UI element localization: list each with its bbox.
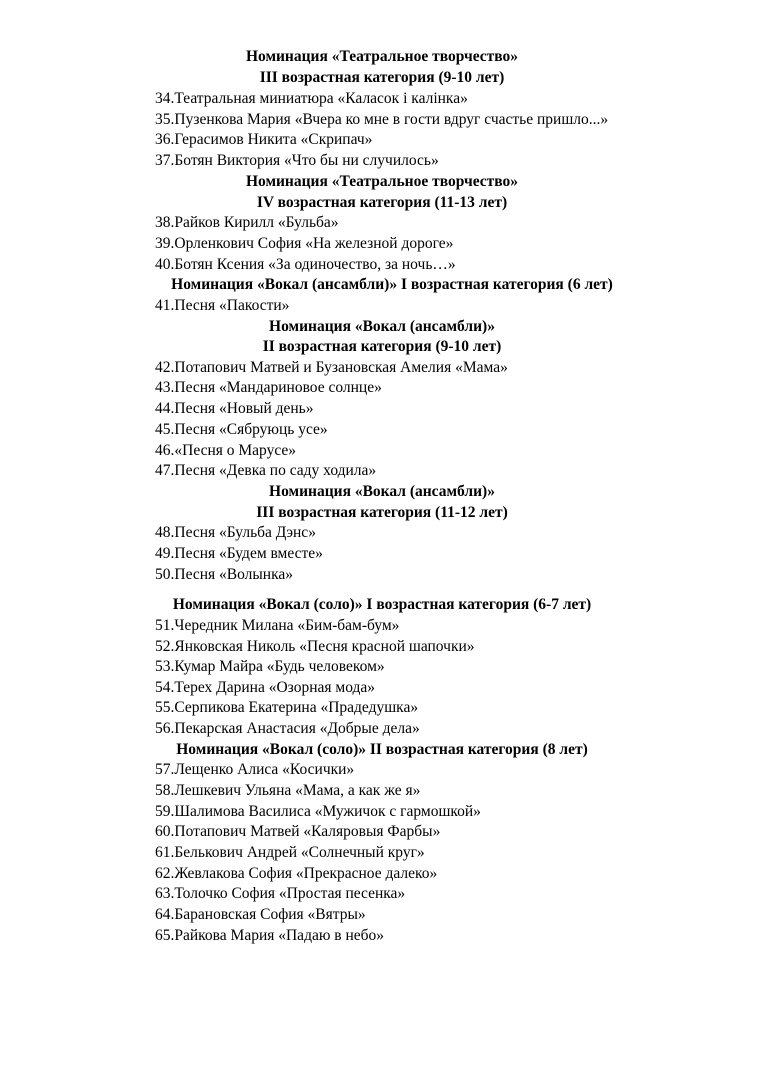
list-item: 35.Пузенкова Мария «Вчера ко мне в гости вдруг счастье пришло...» (155, 111, 609, 128)
section-heading: Номинация «Театральное творчество» (245, 48, 519, 65)
section-heading: Номинация «Вокал (ансамбли)» (269, 483, 495, 500)
list-item: 63.Толочко София «Простая песенка» (155, 885, 406, 902)
list-item: 58.Лешкевич Ульяна «Мама, а как же я» (155, 782, 421, 799)
list-item: 47.Песня «Девка по саду ходила» (155, 462, 377, 479)
list-item: 54.Терех Дарина «Озорная мода» (155, 679, 376, 696)
list-item: 37.Ботян Виктория «Что бы ни случилось» (155, 152, 439, 169)
list-item: 45.Песня «Сябруюць усе» (155, 421, 328, 438)
list-item: 48.Песня «Бульба Дэнс» (155, 524, 316, 541)
list-item: 44.Песня «Новый день» (155, 400, 314, 417)
list-item: 43.Песня «Мандариновое солнце» (155, 379, 382, 396)
list-item: 62.Жевлакова София «Прекрасное далеко» (155, 865, 438, 882)
list-item: 34.Театральная миниатюра «Каласок і калінка» (155, 90, 468, 107)
section-heading: Номинация «Театральное творчество» (245, 173, 519, 190)
section-heading: Номинация «Вокал (ансамбли)» I возрастная категория (6 лет) (171, 276, 613, 293)
list-item: 61.Белькович Андрей «Солнечный круг» (155, 844, 425, 861)
list-item: 39.Орленкович София «На железной дороге» (155, 235, 454, 252)
section-heading: II возрастная категория (9-10 лет) (262, 338, 502, 355)
list-item: 52.Янковская Николь «Песня красной шапочки» (155, 638, 475, 655)
list-item: 65.Райкова Мария «Падаю в небо» (155, 927, 385, 944)
list-item: 57.Лещенко Алиса «Косички» (155, 761, 355, 778)
list-item: 42.Потапович Матвей и Бузановская Амелия «Мама» (155, 359, 508, 376)
list-item: 60.Потапович Матвей «Каляровыя Фарбы» (155, 823, 441, 840)
list-item: 64.Барановская София «Вятры» (155, 906, 366, 923)
section-heading: Номинация «Вокал (соло)» I возрастная категория (6-7 лет) (172, 596, 592, 613)
list-item: 46.«Песня о Марусе» (155, 442, 297, 459)
list-item: 53.Кумар Майра «Будь человеком» (155, 658, 385, 675)
section-heading: Номинация «Вокал (ансамбли)» (269, 318, 495, 335)
list-item: 38.Райков Кирилл «Бульба» (155, 214, 339, 231)
section-heading: III возрастная категория (9-10 лет) (259, 69, 505, 86)
list-item: 51.Чередник Милана «Бим-бам-бум» (155, 617, 400, 634)
list-item: 50.Песня «Волынка» (155, 566, 294, 583)
list-item: 59.Шалимова Василиса «Мужичок с гармошкой» (155, 803, 481, 820)
section-heading: IV возрастная категория (11-13 лет) (256, 194, 508, 211)
list-item: 56.Пекарская Анастасия «Добрые дела» (155, 720, 420, 737)
list-item: 49.Песня «Будем вместе» (155, 545, 323, 562)
list-item: 41.Песня «Пакости» (155, 297, 290, 314)
section-heading: III возрастная категория (11-12 лет) (256, 504, 508, 521)
list-item: 55.Серпикова Екатерина «Прадедушка» (155, 699, 419, 716)
list-item: 40.Ботян Ксения «За одиночество, за ночь…» (155, 256, 456, 273)
section-heading: Номинация «Вокал (соло)» II возрастная категория (8 лет) (176, 741, 588, 758)
list-item: 36.Герасимов Никита «Скрипач» (155, 131, 373, 148)
